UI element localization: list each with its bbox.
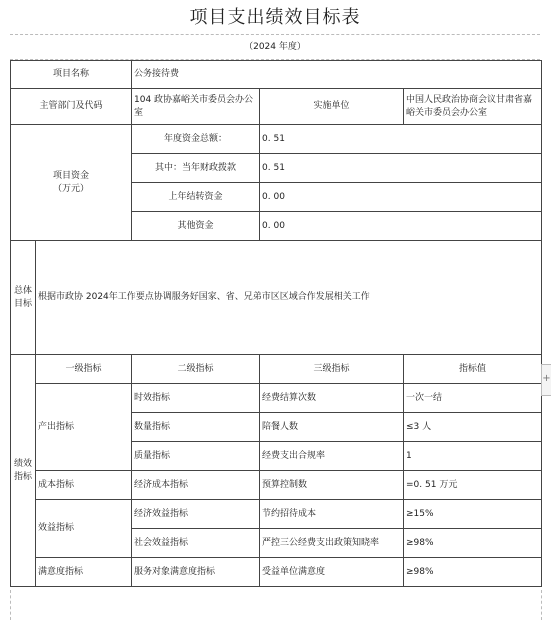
- funds-label: 项目资金: [53, 170, 90, 181]
- goal-label-line: 总体: [13, 285, 32, 296]
- table-row: [11, 500, 542, 529]
- level3-cell: 陪餐人数: [260, 413, 404, 442]
- goal-label-cell: [11, 241, 36, 355]
- impl-value: 中国人民政治协商会议甘肃省嘉峪关市委员会办公室: [404, 89, 542, 125]
- funds-row-label: 上年结转资金: [132, 183, 260, 212]
- funds-row-label: 其中：当年财政拨款: [132, 154, 260, 183]
- goal-text: 根据市政协 2024年工作要点协调服务好国家、省、兄弟市区区域合作发展相关工作: [36, 241, 542, 355]
- goal-label-line: 目标: [13, 298, 32, 309]
- level2-cell: 数量指标: [132, 413, 260, 442]
- table-row: [11, 471, 542, 500]
- level2-cell: 经济效益指标: [132, 500, 260, 529]
- funds-row-label: 其他资金: [132, 212, 260, 241]
- value-cell: =0. 51 万元: [404, 471, 542, 500]
- level2-cell: 服务对象满意度指标: [132, 558, 260, 587]
- value-cell: ≥98%: [404, 529, 542, 558]
- level2-cell: 时效指标: [132, 384, 260, 413]
- header-level2: 二级指标: [132, 355, 260, 384]
- year-label: （2024 年度）: [10, 34, 540, 60]
- page-bottom-edge: [10, 590, 542, 620]
- row-project-name: [11, 61, 542, 89]
- project-name-value: 公务接待费: [132, 61, 542, 89]
- value-cell: ≥98%: [404, 558, 542, 587]
- performance-table: [10, 60, 542, 587]
- funds-row-value: 0. 51: [260, 154, 542, 183]
- funds-row-value: 0. 00: [260, 212, 542, 241]
- project-name-label: 项目名称: [11, 61, 132, 89]
- level3-cell: 节约招待成本: [260, 500, 404, 529]
- page-title: 项目支出绩效目标表: [189, 7, 361, 28]
- row-department: [11, 89, 542, 125]
- level1-cell: 满意度指标: [36, 558, 132, 587]
- header-level1: 一级指标: [36, 355, 132, 384]
- header-value: 指标值: [404, 355, 542, 384]
- level2-cell: 质量指标: [132, 442, 260, 471]
- level3-cell: 严控三公经费支出政策知晓率: [260, 529, 404, 558]
- value-cell: 一次一结: [404, 384, 542, 413]
- perf-label-cell: [11, 355, 36, 587]
- level1-cell: 产出指标: [36, 384, 132, 471]
- value-cell: ≥15%: [404, 500, 542, 529]
- impl-label: 实施单位: [260, 89, 404, 125]
- row-perf-header: [11, 355, 542, 384]
- expand-panel-icon[interactable]: +: [541, 364, 551, 396]
- dept-value: 104 政协嘉峪关市委员会办公室: [132, 89, 260, 125]
- table-row: [11, 384, 542, 413]
- level1-cell: 效益指标: [36, 500, 132, 558]
- level3-cell: 经费结算次数: [260, 384, 404, 413]
- row-funds-total: [11, 125, 542, 154]
- level2-cell: 经济成本指标: [132, 471, 260, 500]
- level1-cell: 成本指标: [36, 471, 132, 500]
- value-cell: ≤3 人: [404, 413, 542, 442]
- header-level3: 三级指标: [260, 355, 404, 384]
- row-overall-goal: [11, 241, 542, 355]
- perf-label-line: 指标: [13, 471, 32, 482]
- value-cell: 1: [404, 442, 542, 471]
- dept-label: 主管部门及代码: [11, 89, 132, 125]
- table-row: [11, 558, 542, 587]
- funds-row-label: 年度资金总额：: [132, 125, 260, 154]
- level2-cell: 社会效益指标: [132, 529, 260, 558]
- funds-label-cell: [11, 125, 132, 241]
- funds-row-value: 0. 51: [260, 125, 542, 154]
- funds-unit: （万元）: [53, 183, 90, 194]
- perf-label-line: 绩效: [13, 458, 32, 469]
- funds-row-value: 0. 00: [260, 183, 542, 212]
- level3-cell: 经费支出合规率: [260, 442, 404, 471]
- level3-cell: 受益单位满意度: [260, 558, 404, 587]
- level3-cell: 预算控制数: [260, 471, 404, 500]
